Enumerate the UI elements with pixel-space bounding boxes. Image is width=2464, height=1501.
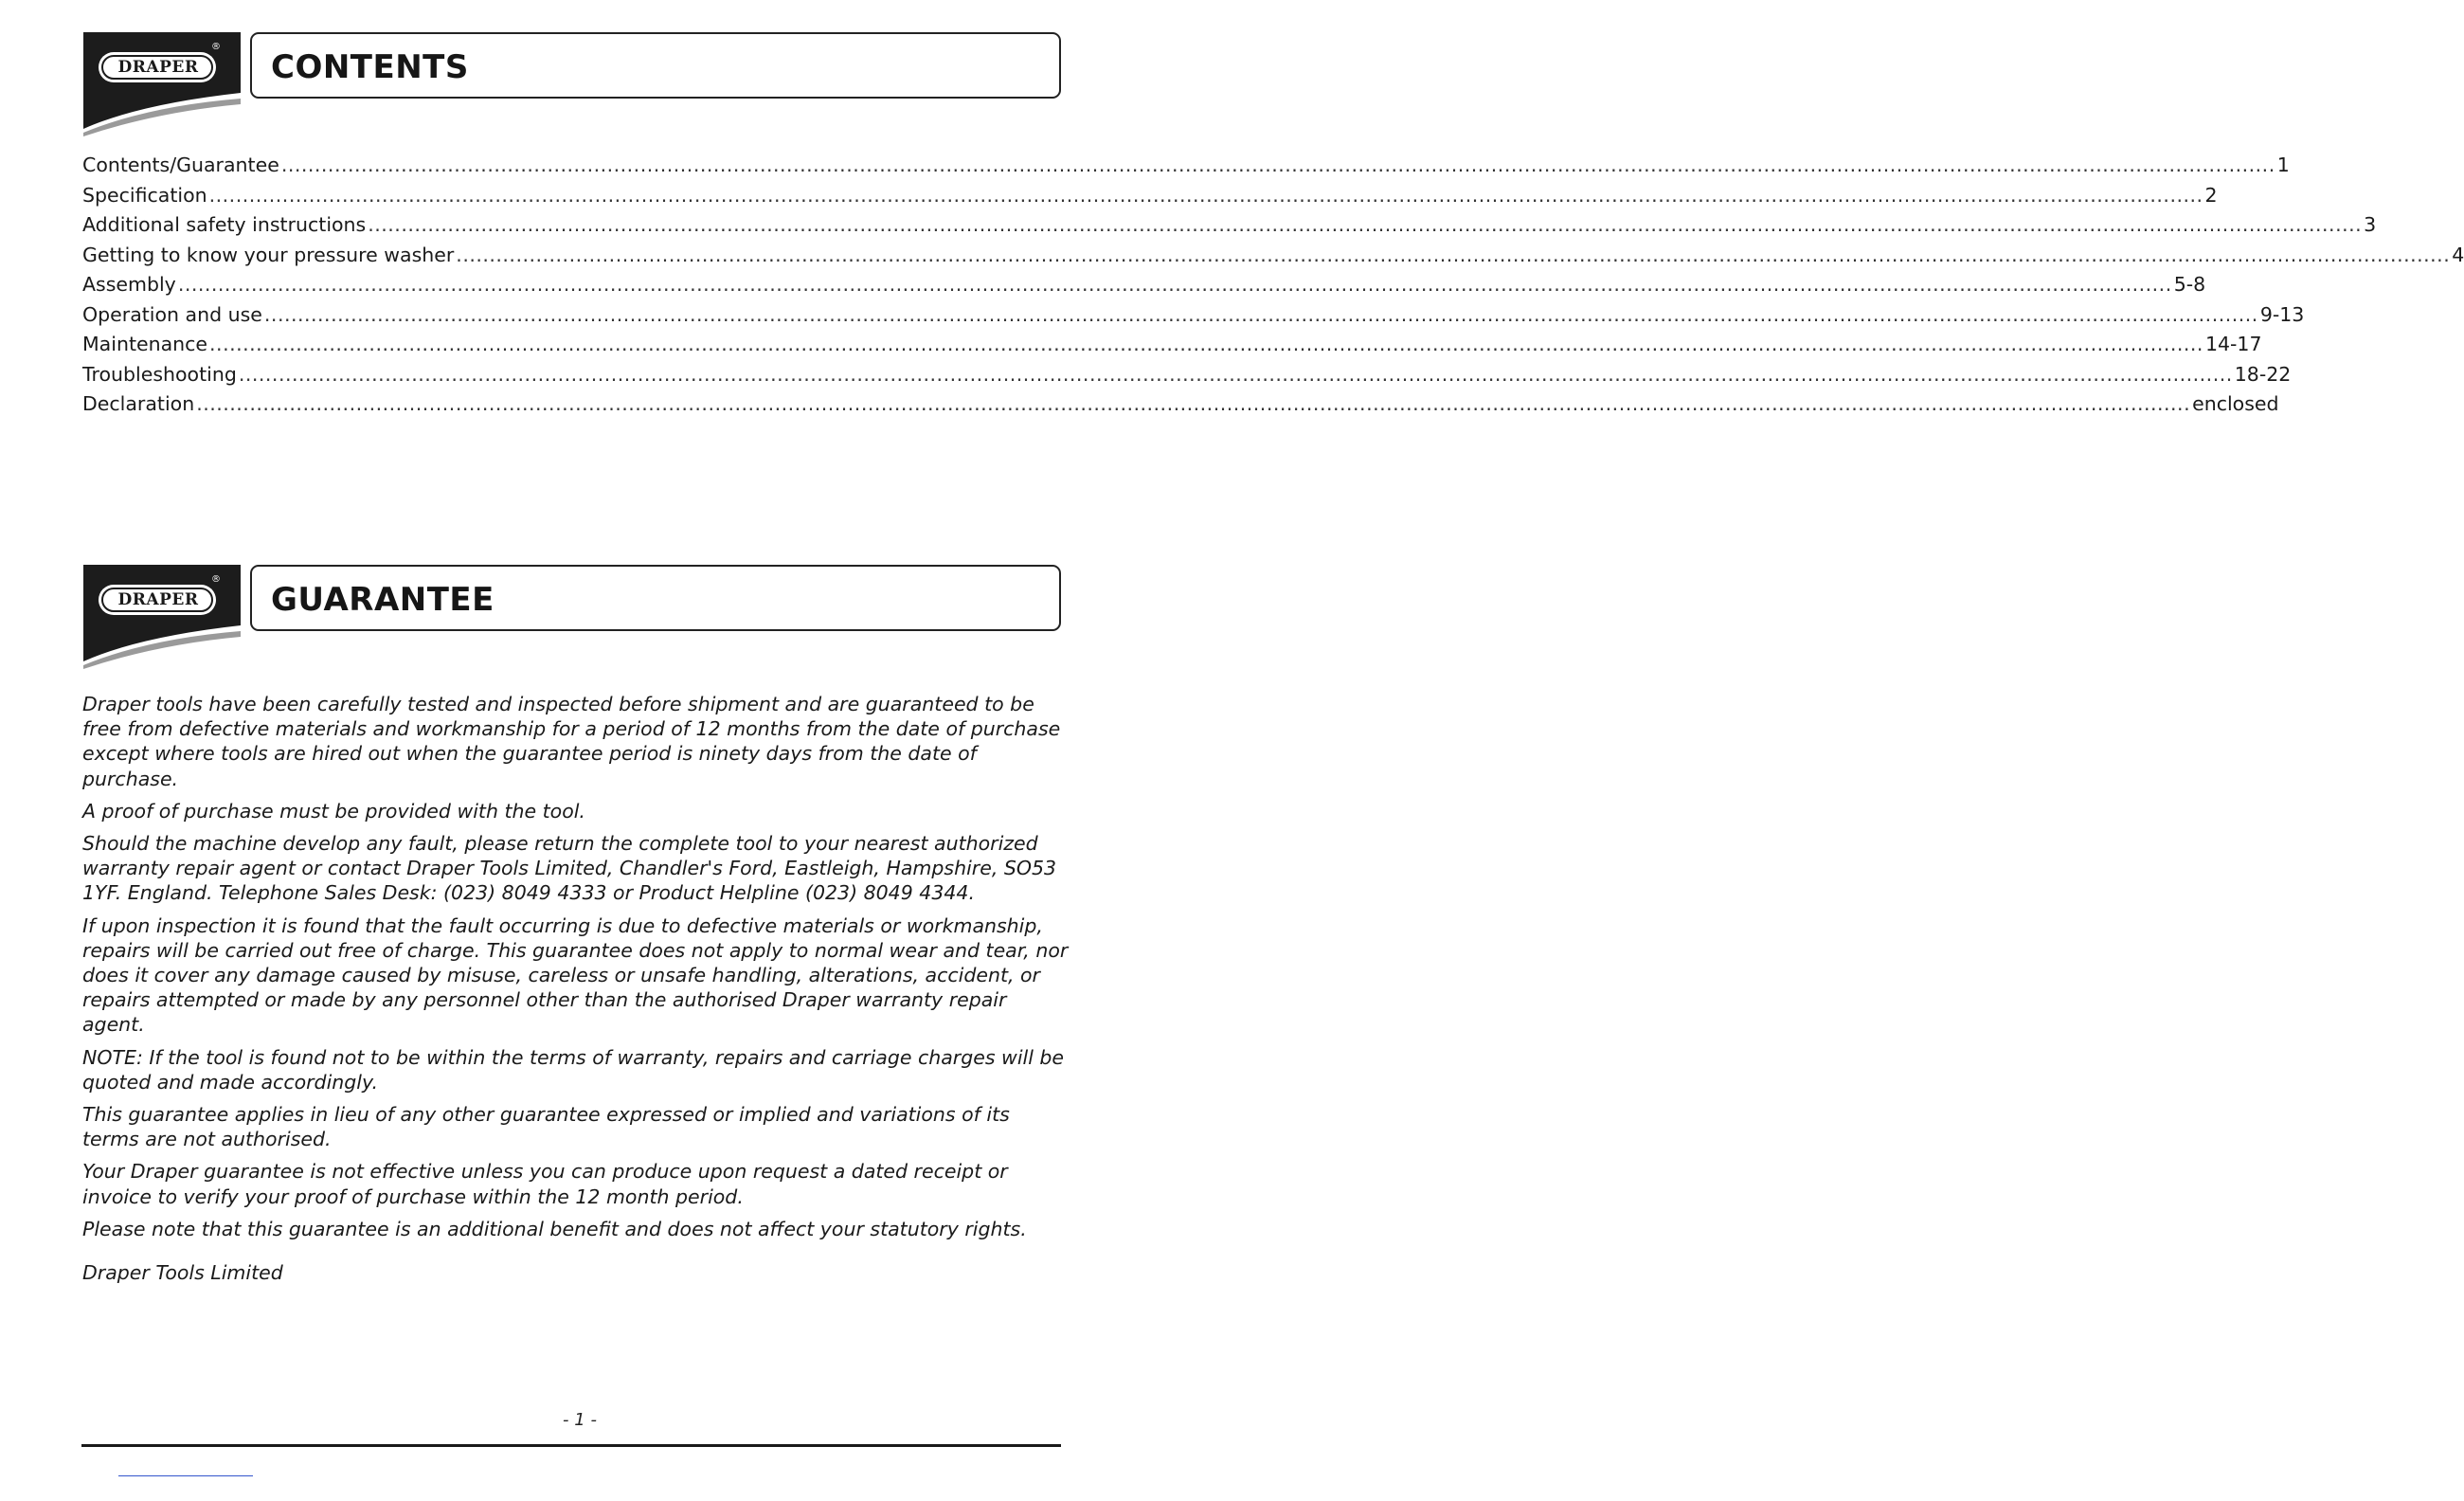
page-number: - 1 -: [563, 1410, 597, 1430]
draper-logo: [81, 32, 241, 136]
toc-label: Declaration: [82, 392, 195, 415]
contents-header: [81, 32, 1065, 136]
page-title: CONTENTS: [271, 48, 469, 86]
guarantee-signoff: Draper Tools Limited: [82, 1261, 283, 1285]
table-of-contents: [82, 151, 2464, 420]
toc-row: [82, 330, 2262, 360]
registered-mark: ®: [211, 42, 221, 52]
toc-page: 1: [2276, 154, 2290, 176]
guarantee-header: [81, 565, 1065, 669]
guarantee-paragraph: A proof of purchase must be provided with the tool.: [82, 799, 585, 823]
toc-page: 14-17: [2204, 333, 2262, 355]
toc-page: 9-13: [2259, 302, 2305, 326]
toc-label: Additional safety instructions: [82, 213, 367, 236]
toc-page: enclosed: [2192, 392, 2279, 415]
toc-leader-dots: ............................................................................................................................................................................................................................................................................................................: [209, 333, 2203, 355]
toc-page: 2: [2204, 183, 2218, 207]
toc-leader-dots: ............................................................................................................................................................................................................................................................................................................: [177, 273, 2172, 296]
toc-row: [82, 389, 2279, 420]
toc-row: [82, 270, 2206, 300]
contents-title-box: [250, 32, 1061, 99]
logo-brand-text: DRAPER: [117, 590, 199, 609]
toc-row: [82, 241, 2464, 271]
logo-brand-text: DRAPER: [117, 58, 199, 77]
guarantee-paragraph: Should the machine develop any fault, please return the complete tool to your nearest authorized warranty repair agent or contact Draper Tools Limited, Chandler's Ford, Eastleigh, Hampshire, SO53 1YF. England. Telephone Sales Desk: (023) 8049 4333 or Product Helpline (023) 8049 4344.: [82, 832, 1057, 905]
guarantee-paragraph: If upon inspection it is found that the fault occurring is due to defective materials or workmanship, repairs will be carried out free of charge. This guarantee does not apply to normal wear and tear, nor does it cover any damage caused by misuse, careless or unsafe handling, alterations, accident, or repairs attempted or made by any personnel other than the authorised Draper warranty repair agent.: [82, 913, 1069, 1037]
toc-label: Contents/Guarantee: [82, 154, 279, 176]
guarantee-paragraph: Draper tools have been carefully tested and inspected before shipment and are guaranteed to be free from defective materials and workmanship for a period of 12 months from the date of purchase except where tools are hired out when the guarantee period is ninety days from the date of purchase.: [82, 693, 1061, 790]
toc-row: [82, 210, 2377, 241]
toc-leader-dots: ............................................................................................................................................................................................................................................................................................................: [368, 213, 2363, 236]
toc-label: Specification: [82, 183, 207, 207]
toc-page: 4: [2452, 243, 2464, 266]
toc-label: Getting to know your pressure washer: [82, 243, 455, 266]
toc-row: [82, 181, 2218, 211]
toc-label: Assembly: [82, 273, 176, 296]
toc-row: [82, 360, 2292, 390]
toc-leader-dots: ............................................................................................................................................................................................................................................................................................................: [280, 154, 2275, 176]
footer-link-underline: [118, 1475, 253, 1476]
toc-label: Troubleshooting: [82, 362, 237, 386]
toc-label: Operation and use: [82, 302, 262, 326]
guarantee-paragraph: Your Draper guarantee is not effective unless you can produce upon request a dated receipt or invoice to verify your proof of purchase within the 12 month period.: [82, 1160, 1008, 1208]
toc-row: [82, 300, 2305, 331]
toc-page: 5-8: [2173, 273, 2206, 296]
guarantee-paragraph: Please note that this guarantee is an additional benefit and does not affect your statutory rights.: [82, 1217, 1027, 1240]
toc-leader-dots: ............................................................................................................................................................................................................................................................................................................: [238, 362, 2233, 386]
toc-leader-dots: ............................................................................................................................................................................................................................................................................................................: [456, 243, 2451, 266]
section-title: GUARANTEE: [271, 581, 495, 619]
draper-logo: [81, 565, 241, 669]
toc-leader-dots: ............................................................................................................................................................................................................................................................................................................: [208, 183, 2203, 207]
toc-leader-dots: ............................................................................................................................................................................................................................................................................................................: [263, 302, 2258, 326]
toc-label: Maintenance: [82, 333, 208, 355]
guarantee-body: [82, 692, 1071, 1293]
toc-page: 18-22: [2234, 362, 2292, 386]
footer-divider: [81, 1444, 1061, 1447]
guarantee-paragraph: NOTE: If the tool is found not to be within the terms of warranty, repairs and carriage charges will be quoted and made accordingly.: [82, 1045, 1065, 1094]
guarantee-title-box: [250, 565, 1061, 631]
toc-page: 3: [2364, 213, 2377, 236]
toc-leader-dots: ............................................................................................................................................................................................................................................................................................................: [196, 392, 2191, 415]
guarantee-paragraph: This guarantee applies in lieu of any other guarantee expressed or implied and variations of its terms are not authorised.: [82, 1103, 1010, 1151]
toc-row: [82, 151, 2290, 181]
registered-mark: ®: [211, 574, 221, 585]
